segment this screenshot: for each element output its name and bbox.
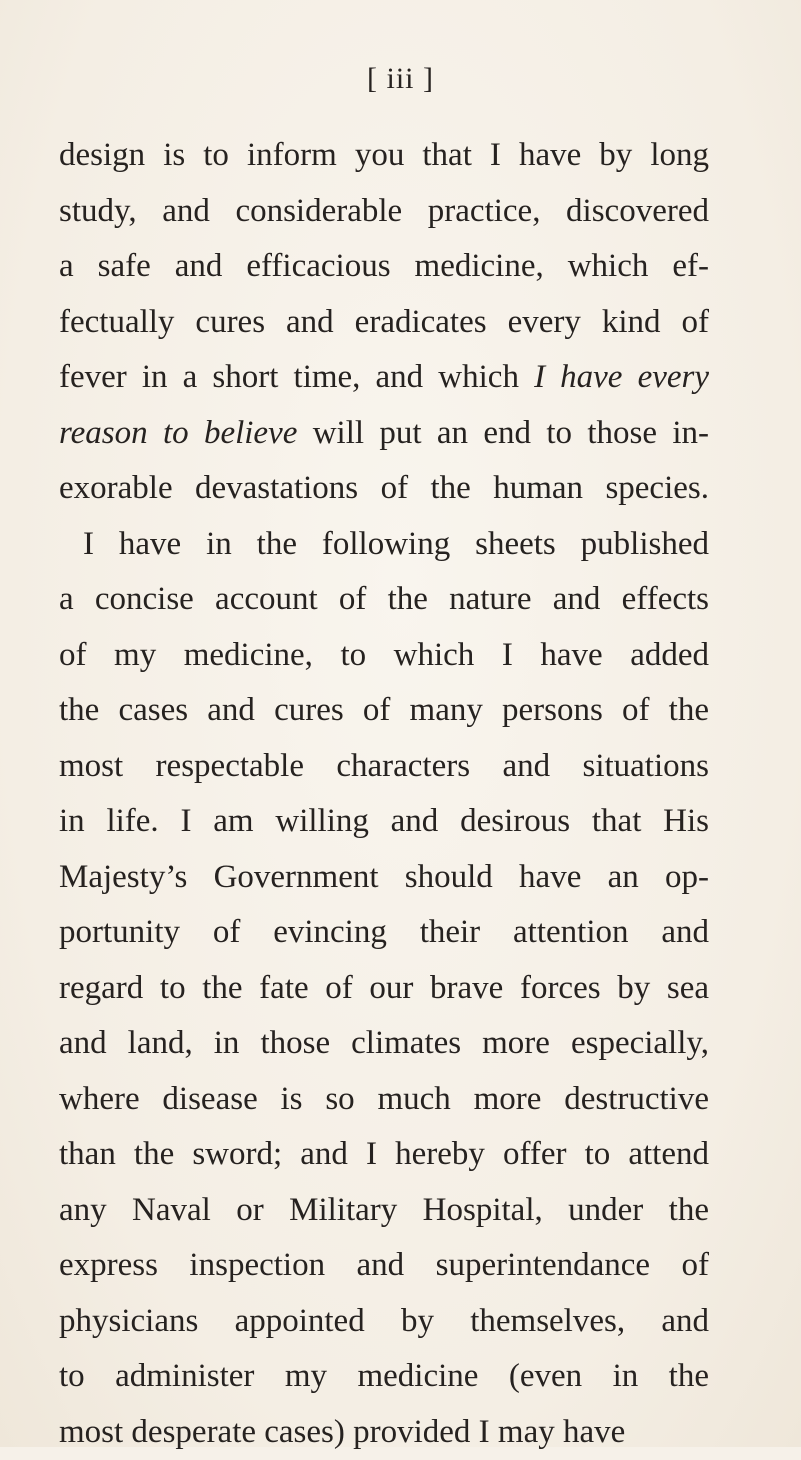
text-line-5-italic: I have every <box>534 359 709 395</box>
text-line-1: design is to inform you that I have by long <box>59 128 709 184</box>
text-line-11: the cases and cures of many persons of the <box>59 683 709 739</box>
text-line-6-roman: will put an end to those in- <box>313 415 709 451</box>
text-line-14: Majesty’s Government should have an op- <box>59 850 709 906</box>
text-line-6-italic: reason to believe <box>59 415 297 451</box>
text-line-8: I have in the following sheets published <box>59 517 709 573</box>
text-line-4: fectually cures and eradicates every kind of <box>59 295 709 351</box>
text-line-12: most respectable characters and situations <box>59 739 709 795</box>
text-line-2: study, and considerable practice, discovered <box>59 184 709 240</box>
text-line-18: where disease is so much more destructive <box>59 1072 709 1128</box>
text-line-6 <box>59 406 709 462</box>
text-line-13: in life. I am willing and desirous that His <box>59 794 709 850</box>
text-line-10: of my medicine, to which I have added <box>59 628 709 684</box>
body-text <box>59 128 709 1460</box>
text-line-24: most desperate cases) provided I may have <box>59 1405 709 1460</box>
text-line-20: any Naval or Military Hospital, under the <box>59 1183 709 1239</box>
text-line-23: to administer my medicine (even in the <box>59 1349 709 1405</box>
text-line-5 <box>59 350 709 406</box>
text-line-3: a safe and efficacious medicine, which ef- <box>59 239 709 295</box>
text-line-9: a concise account of the nature and effects <box>59 572 709 628</box>
text-line-5-roman: fever in a short time, and which <box>59 359 519 395</box>
page-number: [ iii ] <box>0 62 801 96</box>
text-line-22: physicians appointed by themselves, and <box>59 1294 709 1350</box>
text-line-7: exorable devastations of the human species. <box>59 461 709 517</box>
text-line-17: and land, in those climates more especially, <box>59 1016 709 1072</box>
text-line-19: than the sword; and I hereby offer to attend <box>59 1127 709 1183</box>
text-line-16: regard to the fate of our brave forces by sea <box>59 961 709 1017</box>
text-line-21: express inspection and superintendance of <box>59 1238 709 1294</box>
text-line-15: portunity of evincing their attention and <box>59 905 709 961</box>
